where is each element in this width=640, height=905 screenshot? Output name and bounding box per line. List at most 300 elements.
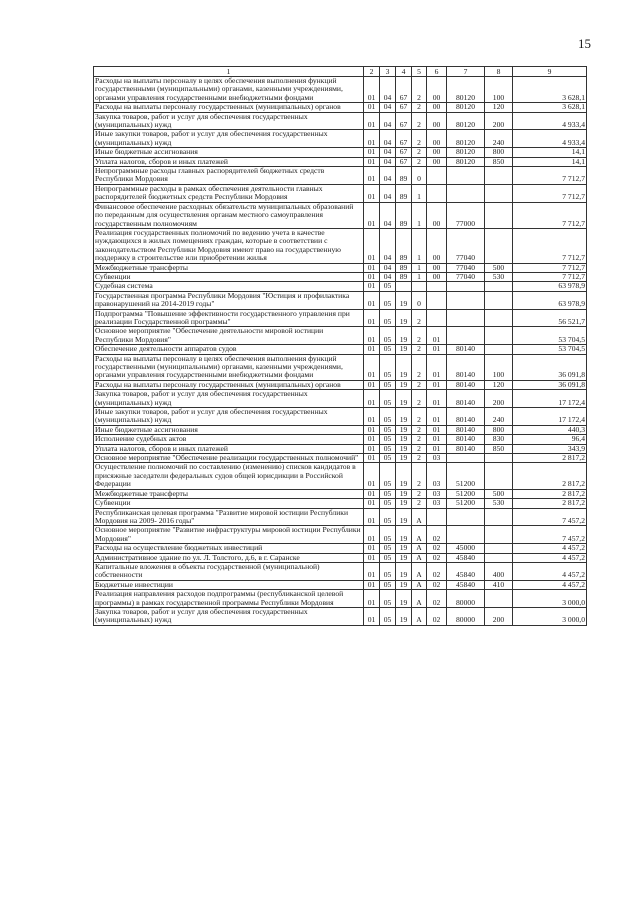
cell-subprogram: 2 [412,103,427,112]
cell-subprogram: 2 [412,454,427,463]
cell-expense-type: 800 [485,148,513,157]
cell-direction: 77040 [447,228,485,263]
cell-event: 03 [427,454,447,463]
cell-subsection: 05 [380,345,396,354]
cell-section: 01 [364,590,380,608]
cell-subprogram: 2 [412,345,427,354]
cell-section: 01 [364,202,380,228]
table-row [94,354,587,380]
cell-direction: 80000 [447,590,485,608]
cell-amount: 4 933,4 [513,112,587,130]
cell-program: 89 [396,202,412,228]
cell-subsection: 05 [380,380,396,389]
cell-direction: 51200 [447,499,485,508]
cell-program: 67 [396,148,412,157]
cell-section: 01 [364,408,380,426]
cell-amount: 4 457,2 [513,580,587,589]
row-name: Реализация направления расходов подпрограммы (республиканской целевой программы) в рамках государственной программы Республики Мордовия [94,590,364,608]
cell-subprogram: 2 [412,489,427,498]
row-name: Непрограммные расходы в рамках обеспечения деятельности главных распорядителей бюджетных средств Республики Мордовия [94,184,364,202]
cell-subsection: 05 [380,544,396,553]
cell-subprogram: А [412,526,427,544]
cell-subsection: 05 [380,408,396,426]
row-name: Уплата налогов, сборов и иных платежей [94,157,364,166]
cell-direction [447,309,485,327]
cell-expense-type [485,167,513,185]
cell-expense-type: 850 [485,444,513,453]
cell-expense-type [485,544,513,553]
cell-section: 01 [364,184,380,202]
row-name: Уплата налогов, сборов и иных платежей [94,444,364,453]
cell-subprogram: А [412,553,427,562]
cell-amount: 2 817,2 [513,499,587,508]
row-name: Расходы на выплаты персоналу в целях обеспечения выполнения функций государственными (муниципальными) органами, казенными учреждениями, органами управления государственными внебюджетными фондами [94,354,364,380]
cell-direction [447,184,485,202]
cell-amount: 7 457,2 [513,526,587,544]
cell-program: 19 [396,499,412,508]
cell-expense-type [485,309,513,327]
row-name: Расходы на выплаты персоналу в целях обеспечения выполнения функций государственными (муниципальными) органами, казенными учреждениями, органами управления государственными внебюджетными фондами [94,77,364,103]
cell-event: 01 [427,354,447,380]
cell-program: 67 [396,157,412,166]
row-name: Исполнение судебных актов [94,435,364,444]
cell-subprogram: 0 [412,167,427,185]
cell-amount: 7 712,7 [513,272,587,281]
cell-program: 19 [396,544,412,553]
row-name: Осуществление полномочий по составлению (изменению) списков кандидатов в присяжные заседатели федеральных судов общей юрисдикции в Российской Федерации [94,463,364,489]
row-name: Основное мероприятие "Обеспечение реализации государственных полномочий" [94,454,364,463]
cell-event: 01 [427,444,447,453]
table-row [94,282,587,291]
cell-section: 01 [364,103,380,112]
cell-section: 01 [364,112,380,130]
cell-subsection: 05 [380,580,396,589]
cell-direction: 80000 [447,607,485,625]
cell-program: 89 [396,167,412,185]
row-name: Непрограммные расходы главных распорядителей бюджетных средств Республики Мордовия [94,167,364,185]
table-row [94,291,587,309]
cell-program: 89 [396,263,412,272]
row-name: Иные закупки товаров, работ и услуг для обеспечения государственных (муниципальных) нужд [94,130,364,148]
cell-expense-type [485,228,513,263]
cell-section: 01 [364,580,380,589]
cell-event: 00 [427,228,447,263]
cell-program: 19 [396,562,412,580]
cell-event [427,309,447,327]
header-col-6: 6 [427,67,447,77]
row-name: Административное здание по ул. Л. Толстого, д.6, в г. Саранске [94,553,364,562]
row-name: Субвенции [94,499,364,508]
header-col-1: 1 [94,67,364,77]
table-row [94,148,587,157]
row-name: Капитальные вложения в объекты государственной (муниципальной) собственности [94,562,364,580]
header-col-5: 5 [412,67,427,77]
cell-subprogram: 2 [412,148,427,157]
cell-subprogram: 1 [412,202,427,228]
row-name: Закупка товаров, работ и услуг для обеспечения государственных (муниципальных) нужд [94,607,364,625]
cell-expense-type: 530 [485,499,513,508]
row-name: Расходы на осуществление бюджетных инвестиций [94,544,364,553]
cell-amount: 36 091,8 [513,354,587,380]
cell-section: 01 [364,435,380,444]
table-row [94,272,587,281]
row-name: Основное мероприятие "Развитие инфраструктуры мировой юстиции Республики Мордовия" [94,526,364,544]
cell-subprogram: 1 [412,263,427,272]
cell-subsection: 05 [380,607,396,625]
cell-section: 01 [364,425,380,434]
cell-direction: 80140 [447,345,485,354]
cell-event: 01 [427,425,447,434]
cell-event: 02 [427,580,447,589]
row-name: Субвенции [94,272,364,281]
cell-program: 89 [396,184,412,202]
row-name: Иные бюджетные ассигнования [94,148,364,157]
cell-program: 19 [396,444,412,453]
row-name: Республиканская целевая программа "Развитие мировой юстиции Республики Мордовия на 2009- 2016 годы" [94,508,364,526]
cell-event: 00 [427,263,447,272]
table-row [94,499,587,508]
table-row [94,327,587,345]
cell-direction: 80140 [447,444,485,453]
cell-section: 01 [364,463,380,489]
cell-subsection: 05 [380,499,396,508]
cell-amount: 63 978,9 [513,282,587,291]
cell-subsection: 05 [380,309,396,327]
cell-subsection: 05 [380,553,396,562]
cell-expense-type [485,202,513,228]
row-name: Судебная система [94,282,364,291]
cell-event: 02 [427,590,447,608]
cell-event: 02 [427,544,447,553]
cell-program: 19 [396,489,412,498]
row-name: Закупка товаров, работ и услуг для обеспечения государственных (муниципальных) нужд [94,390,364,408]
cell-expense-type: 120 [485,103,513,112]
cell-event: 01 [427,380,447,389]
table-row [94,390,587,408]
cell-program: 19 [396,291,412,309]
cell-event [427,291,447,309]
cell-direction: 80140 [447,390,485,408]
cell-direction: 80140 [447,425,485,434]
header-col-7: 7 [447,67,485,77]
cell-subsection: 04 [380,130,396,148]
cell-program: 19 [396,580,412,589]
cell-subprogram: А [412,544,427,553]
cell-subprogram: 2 [412,463,427,489]
row-name: Подпрограмма "Повышение эффективности государственного управления при реализации Государственной программы" [94,309,364,327]
cell-subsection: 05 [380,282,396,291]
cell-subprogram: 1 [412,184,427,202]
cell-direction: 77000 [447,202,485,228]
table-body [94,77,587,626]
cell-program: 89 [396,228,412,263]
cell-subprogram: 2 [412,309,427,327]
cell-subsection: 05 [380,327,396,345]
table-row [94,425,587,434]
cell-event: 01 [427,390,447,408]
cell-section: 01 [364,444,380,453]
cell-program: 19 [396,553,412,562]
cell-subsection: 05 [380,489,396,498]
table-row [94,454,587,463]
cell-event: 00 [427,272,447,281]
table-row [94,77,587,103]
cell-amount: 7 712,7 [513,228,587,263]
cell-amount: 3 628,1 [513,103,587,112]
cell-expense-type [485,526,513,544]
cell-direction [447,167,485,185]
cell-event: 00 [427,157,447,166]
cell-amount: 3 628,1 [513,77,587,103]
cell-program: 19 [396,454,412,463]
cell-expense-type: 500 [485,489,513,498]
cell-amount: 56 521,7 [513,309,587,327]
cell-section: 01 [364,454,380,463]
cell-subsection: 04 [380,184,396,202]
cell-event: 01 [427,327,447,345]
cell-subsection: 05 [380,425,396,434]
cell-section: 01 [364,167,380,185]
cell-program: 19 [396,380,412,389]
header-col-2: 2 [364,67,380,77]
table-row [94,553,587,562]
cell-program: 19 [396,425,412,434]
row-name: Расходы на выплаты персоналу государственных (муниципальных) органов [94,380,364,389]
cell-subprogram: 2 [412,499,427,508]
cell-amount: 7 712,7 [513,167,587,185]
cell-amount: 7 712,7 [513,263,587,272]
cell-subprogram: 2 [412,425,427,434]
row-name: Государственная программа Республики Мордовия "Юстиция и профилактика правонарушений на 2014-2019 годы" [94,291,364,309]
cell-amount: 4 457,2 [513,562,587,580]
cell-amount: 96,4 [513,435,587,444]
row-name: Расходы на выплаты персоналу государственных (муниципальных) органов [94,103,364,112]
cell-direction: 80120 [447,77,485,103]
cell-expense-type: 120 [485,380,513,389]
cell-event: 03 [427,499,447,508]
cell-amount: 36 091,8 [513,380,587,389]
cell-section: 01 [364,607,380,625]
cell-program: 19 [396,463,412,489]
cell-event: 03 [427,463,447,489]
cell-subprogram [412,282,427,291]
cell-subsection: 05 [380,435,396,444]
cell-expense-type [485,508,513,526]
cell-expense-type: 410 [485,580,513,589]
cell-section: 01 [364,345,380,354]
cell-subsection: 04 [380,103,396,112]
cell-section: 01 [364,562,380,580]
cell-expense-type [485,327,513,345]
cell-direction [447,454,485,463]
cell-direction: 80120 [447,157,485,166]
table-row [94,607,587,625]
cell-direction: 80140 [447,435,485,444]
cell-section: 01 [364,77,380,103]
cell-subprogram: 2 [412,408,427,426]
cell-subsection: 05 [380,390,396,408]
cell-subsection: 05 [380,463,396,489]
cell-subprogram: 2 [412,77,427,103]
cell-subprogram: А [412,562,427,580]
table-row [94,167,587,185]
cell-program: 19 [396,607,412,625]
cell-amount: 17 172,4 [513,390,587,408]
cell-expense-type: 530 [485,272,513,281]
cell-expense-type: 240 [485,408,513,426]
cell-event: 02 [427,553,447,562]
cell-event [427,167,447,185]
cell-expense-type: 200 [485,112,513,130]
cell-amount: 440,3 [513,425,587,434]
cell-event: 00 [427,77,447,103]
cell-expense-type: 830 [485,435,513,444]
cell-subprogram: 1 [412,228,427,263]
cell-subprogram: 2 [412,435,427,444]
header-col-3: 3 [380,67,396,77]
cell-subsection: 05 [380,354,396,380]
cell-program: 19 [396,345,412,354]
cell-event: 02 [427,562,447,580]
cell-section: 01 [364,380,380,389]
cell-amount: 63 978,9 [513,291,587,309]
cell-direction: 80120 [447,103,485,112]
cell-direction [447,282,485,291]
table-row [94,103,587,112]
cell-event: 03 [427,489,447,498]
cell-expense-type [485,282,513,291]
cell-amount: 2 817,2 [513,489,587,498]
cell-subsection: 05 [380,508,396,526]
cell-amount: 3 000,0 [513,607,587,625]
cell-program: 67 [396,130,412,148]
table-row [94,157,587,166]
cell-direction: 80120 [447,148,485,157]
table-row [94,228,587,263]
cell-expense-type: 200 [485,390,513,408]
row-name: Основное мероприятие "Обеспечение деятельности мировой юстиции Республики Мордовия" [94,327,364,345]
cell-amount: 7 457,2 [513,508,587,526]
table-row [94,444,587,453]
cell-subprogram: 2 [412,444,427,453]
cell-amount: 2 817,2 [513,454,587,463]
cell-subprogram: 2 [412,130,427,148]
cell-amount: 17 172,4 [513,408,587,426]
cell-direction: 51200 [447,489,485,498]
cell-program: 67 [396,77,412,103]
cell-section: 01 [364,489,380,498]
cell-subsection: 04 [380,112,396,130]
cell-direction: 77040 [447,272,485,281]
cell-program: 19 [396,327,412,345]
cell-section: 01 [364,148,380,157]
cell-expense-type: 850 [485,157,513,166]
cell-section: 01 [364,354,380,380]
cell-expense-type: 400 [485,562,513,580]
cell-section: 01 [364,508,380,526]
cell-direction: 80120 [447,130,485,148]
cell-amount: 7 712,7 [513,202,587,228]
cell-direction: 51200 [447,463,485,489]
cell-section: 01 [364,553,380,562]
cell-expense-type: 240 [485,130,513,148]
cell-amount: 53 704,5 [513,327,587,345]
cell-subprogram: 1 [412,272,427,281]
table-row [94,309,587,327]
cell-amount: 3 000,0 [513,590,587,608]
cell-subsection: 04 [380,77,396,103]
cell-section: 01 [364,263,380,272]
cell-expense-type [485,463,513,489]
cell-direction: 45840 [447,553,485,562]
cell-section: 01 [364,544,380,553]
cell-subprogram: 2 [412,112,427,130]
cell-direction: 45840 [447,580,485,589]
cell-event: 01 [427,435,447,444]
cell-subprogram: А [412,508,427,526]
table-row [94,562,587,580]
cell-expense-type [485,184,513,202]
table-row [94,263,587,272]
cell-direction [447,526,485,544]
budget-table [93,66,587,626]
cell-section: 01 [364,291,380,309]
table-row [94,130,587,148]
cell-expense-type: 100 [485,354,513,380]
row-name: Межбюджетные трансферты [94,489,364,498]
cell-subsection: 04 [380,167,396,185]
cell-event: 00 [427,130,447,148]
cell-subsection: 04 [380,228,396,263]
row-name: Реализация государственных полномочий по ведению учета в качестве нуждающихся в жилых помещениях граждан, которые в соответствии с законодательством Республики Мордовия имеют право на государственную поддержку в строительстве или приобретении жилья [94,228,364,263]
cell-amount: 4 933,4 [513,130,587,148]
cell-subprogram: 2 [412,327,427,345]
cell-subsection: 04 [380,148,396,157]
cell-event: 00 [427,103,447,112]
table-row [94,380,587,389]
cell-amount: 7 712,7 [513,184,587,202]
cell-subprogram: А [412,607,427,625]
cell-expense-type [485,454,513,463]
table-row [94,489,587,498]
cell-direction: 80140 [447,380,485,389]
cell-program: 89 [396,272,412,281]
cell-direction [447,508,485,526]
cell-direction: 45000 [447,544,485,553]
cell-event: 01 [427,408,447,426]
table-header-row [94,67,587,77]
cell-subsection: 05 [380,562,396,580]
cell-event [427,282,447,291]
cell-subprogram: 2 [412,157,427,166]
cell-expense-type: 500 [485,263,513,272]
cell-subsection: 05 [380,526,396,544]
cell-amount: 4 457,2 [513,553,587,562]
cell-direction: 45840 [447,562,485,580]
table-row [94,526,587,544]
cell-section: 01 [364,499,380,508]
cell-amount: 14,1 [513,157,587,166]
table-row [94,345,587,354]
cell-event [427,508,447,526]
table-row [94,463,587,489]
cell-section: 01 [364,157,380,166]
row-name: Закупка товаров, работ и услуг для обеспечения государственных (муниципальных) нужд [94,112,364,130]
cell-event: 02 [427,607,447,625]
cell-program [396,282,412,291]
cell-amount: 4 457,2 [513,544,587,553]
cell-section: 01 [364,390,380,408]
